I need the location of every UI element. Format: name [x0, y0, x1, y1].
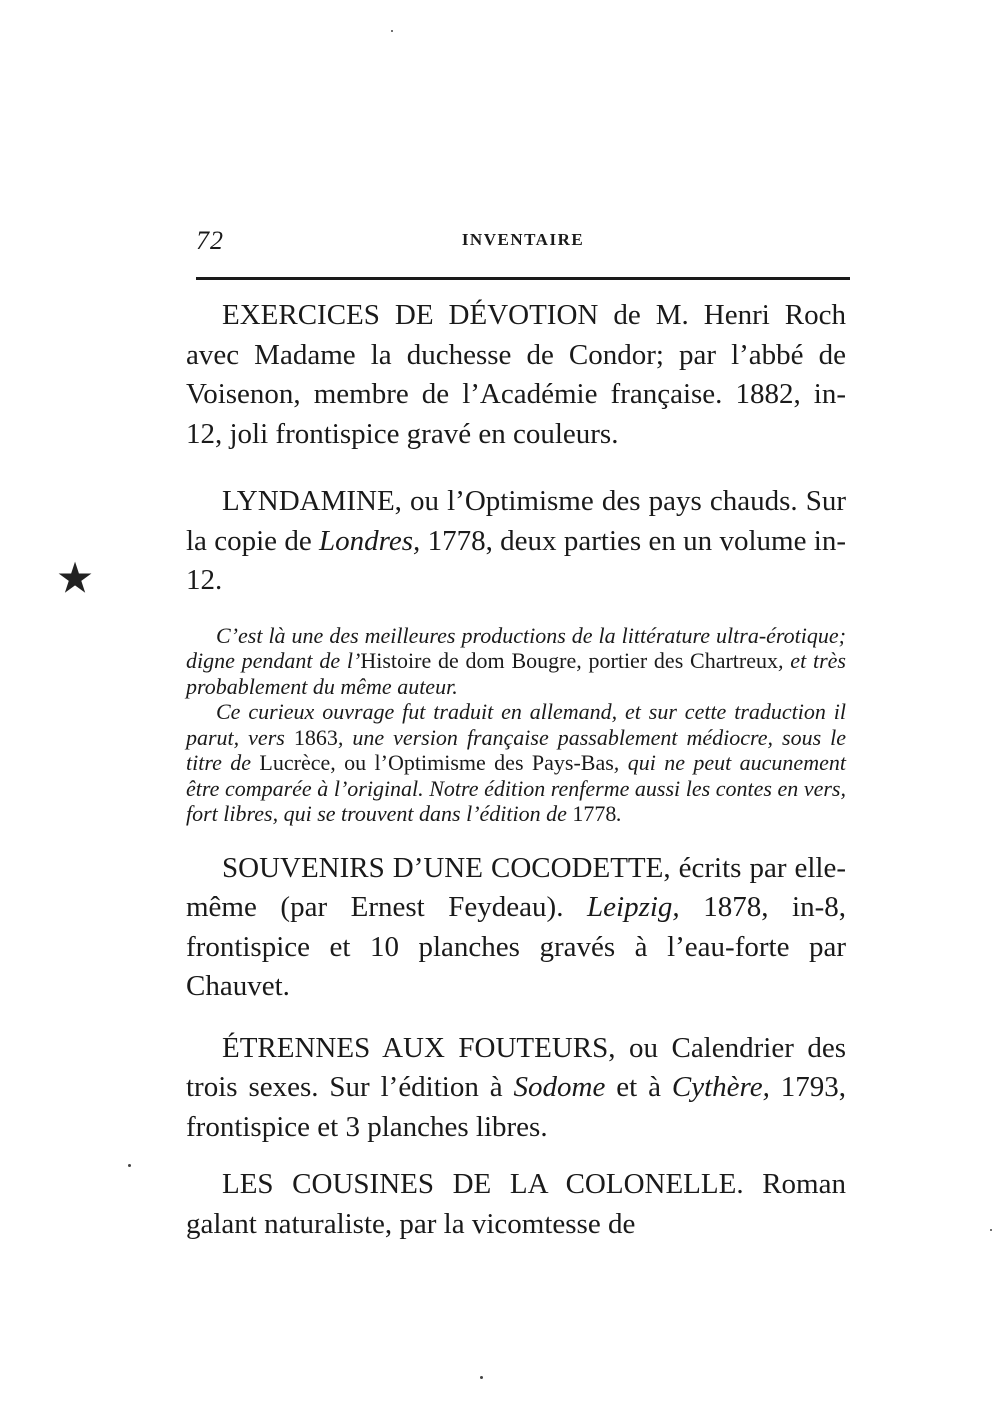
print-speck [391, 30, 393, 32]
note-roman: Lucrèce, ou l’Optimisme des Pays-Bas [259, 750, 614, 775]
entry-text: 1793, frontispice et 3 planches libres. [186, 1071, 846, 1143]
note-roman: 1778 [572, 801, 617, 826]
print-speck [480, 1376, 483, 1379]
page-header [196, 226, 850, 256]
page-body [186, 296, 846, 1244]
entry-title: LYNDAMINE, [222, 485, 402, 517]
print-speck [128, 1164, 131, 1167]
entry-place: Sodome [513, 1071, 606, 1103]
note-roman: Histoire de dom Bougre, portier des Chartreux [360, 648, 779, 673]
running-title: INVENTAIRE [461, 230, 585, 249]
entry-text: 1878, in-8, frontispice et 10 planches gravés à l’eau-forte par Chauvet. [186, 891, 847, 1002]
note-roman: 1863 [293, 724, 338, 750]
note-italic: , et très probablement du même auteur. [186, 648, 846, 699]
note-italic: , qui ne peut aucunement être comparée à l’original. Notre édition renferme aussi les contes en vers, fort libres, qui se trouvent dans l’édition de [186, 750, 846, 826]
print-speck [990, 1229, 992, 1231]
entry-cousines-colonelle [186, 1165, 846, 1244]
header-rule [196, 277, 850, 280]
page-number: 72 [196, 226, 224, 255]
entry-etrennes-aux-fouteurs [186, 1029, 846, 1148]
entry-place: Leipzig, [587, 891, 680, 923]
entry-text: Roman galant naturaliste, par la vicomtesse de [186, 1168, 846, 1240]
entry-title: LES COUSINES DE LA COLONELLE. [222, 1168, 744, 1200]
note-italic: Ce curieux ouvrage fut traduit en allemand, et sur cette traduction il parut, vers [186, 699, 846, 750]
entry-place: Cythère, [671, 1071, 770, 1103]
entry-souvenirs-cocodette [186, 849, 846, 1007]
note-lyndamine-1 [186, 623, 846, 700]
entry-lyndamine [186, 482, 846, 601]
entry-text: ou Calendrier des trois sexes. Sur l’édition à [186, 1031, 846, 1103]
entry-place: Londres, [319, 524, 421, 557]
entry-text: écrits par elle-même (par Ernest Feydeau). [186, 851, 846, 923]
entry-text: et à [605, 1071, 672, 1103]
entry-text: 1778, deux parties en un volume in-12. [186, 524, 846, 596]
note-italic: C’est là une des meilleures productions de la littérature ultra-érotique; digne pendant de l’ [186, 622, 846, 673]
entry-title: ÉTRENNES AUX FOUTEURS, [222, 1031, 616, 1064]
note-italic: , une version française passablement médiocre, sous le titre de [186, 724, 847, 775]
entry-exercices-de-devotion [186, 296, 846, 454]
entry-text: ou l’Optimisme des pays chauds. Sur la copie de [186, 485, 846, 557]
note-lyndamine-2 [186, 699, 846, 827]
entry-title: EXERCICES DE DÉVOTION [222, 299, 599, 331]
entry-title: SOUVENIRS D’UNE COCODETTE, [222, 851, 671, 884]
margin-mark-icon: ★ [58, 558, 93, 600]
entry-text: de M. Henri Roch avec Madame la duchesse de Condor; par l’abbé de Voisenon, membre de l’Académie française. 1882, in-12, joli frontispice gravé en couleurs. [186, 299, 846, 450]
note-italic: . [616, 801, 622, 826]
